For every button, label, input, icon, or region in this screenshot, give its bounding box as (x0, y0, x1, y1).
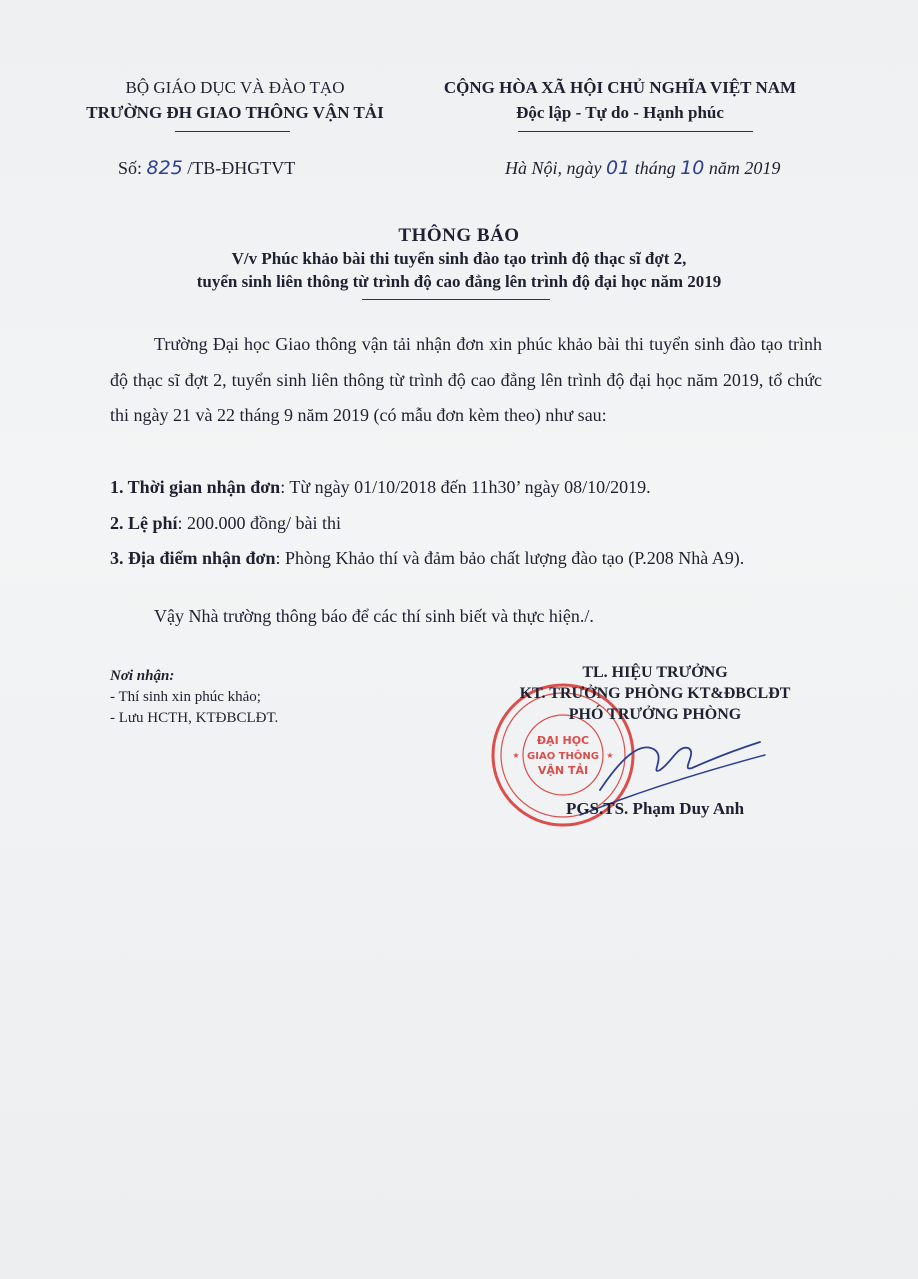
date-month-handwritten: 10 (680, 157, 705, 179)
issue-date (505, 157, 780, 179)
item-1-text: : Từ ngày 01/10/2018 đến 11h30’ ngày 08/10/2019. (280, 477, 651, 497)
document-title: THÔNG BÁO (398, 225, 520, 246)
reference-number (118, 157, 295, 179)
signature-title-2: KT. TRƯỞNG PHÒNG KT&ĐBCLĐT (519, 685, 791, 702)
date-day-handwritten: 01 (606, 157, 631, 179)
subject-underline (362, 299, 550, 300)
recipient-item: - Thí sinh xin phúc khảo; (110, 689, 261, 705)
school-name: TRƯỜNG ĐH GIAO THÔNG VẬN TẢI (86, 103, 384, 122)
item-2-label: 2. Lệ phí (110, 513, 178, 533)
closing-sentence: Vậy Nhà trường thông báo để các thí sinh biết và thực hiện./. (154, 606, 594, 626)
header-left-underline (175, 131, 290, 132)
reference-prefix: Số: (118, 158, 147, 178)
date-year: năm 2019 (704, 158, 781, 178)
date-place: Hà Nội, ngày (505, 158, 606, 178)
signature-title-1: TL. HIỆU TRƯỞNG (582, 664, 728, 681)
item-receiving-time (110, 470, 822, 506)
intro-paragraph: Trường Đại học Giao thông vận tải nhận đơn xin phúc khảo bài thi tuyển sinh đào tạo trình độ thạc sĩ đợt 2, tuyển sinh liên thông từ trình độ cao đẳng lên trình độ đại học năm 2019, tổ chức thi ngày 21 và 22 tháng 9 năm 2019 (có mẫu đơn kèm theo) như sau: (110, 334, 822, 425)
date-month-label: tháng (630, 158, 681, 178)
item-3-text: : Phòng Khảo thí và đảm bảo chất lượng đào tạo (P.208 Nhà A9). (275, 548, 745, 568)
reference-suffix: /TB-ĐHGTVT (182, 158, 296, 178)
header-right-underline (518, 131, 753, 132)
ministry-name: BỘ GIÁO DỤC VÀ ĐÀO TẠO (125, 78, 345, 97)
item-2-text: : 200.000 đồng/ bài thi (177, 513, 342, 533)
national-motto: Độc lập - Tự do - Hạnh phúc (516, 103, 724, 122)
seal-star-right: ★ (606, 751, 614, 760)
seal-text-mid: GIAO THÔNG (527, 751, 599, 762)
recipient-item: - Lưu HCTH, KTĐBCLĐT. (110, 710, 279, 726)
signer-name: PGS.TS. Phạm Duy Anh (565, 799, 745, 818)
item-1-label: 1. Thời gian nhận đơn (110, 477, 281, 497)
subject-line-2: tuyển sinh liên thông từ trình độ cao đẳng lên trình độ đại học năm 2019 (196, 272, 722, 291)
signature-title-3: PHÓ TRƯỞNG PHÒNG (568, 706, 742, 723)
item-fee (110, 506, 822, 542)
item-3-label: 3. Địa điểm nhận đơn (110, 548, 276, 568)
seal-star-left: ★ (512, 751, 520, 760)
recipients-title: Nơi nhận: (110, 668, 175, 684)
item-location (110, 541, 822, 577)
seal-text-top: ĐẠI HỌC (536, 734, 590, 747)
reference-handwritten-number: 825 (146, 157, 183, 179)
seal-text-bottom: VẬN TẢI (537, 764, 589, 777)
republic-title: CỘNG HÒA XÃ HỘI CHỦ NGHĨA VIỆT NAM (443, 78, 797, 97)
subject-line-1: V/v Phúc khảo bài thi tuyển sinh đào tạo trình độ thạc sĩ đợt 2, (231, 249, 687, 268)
